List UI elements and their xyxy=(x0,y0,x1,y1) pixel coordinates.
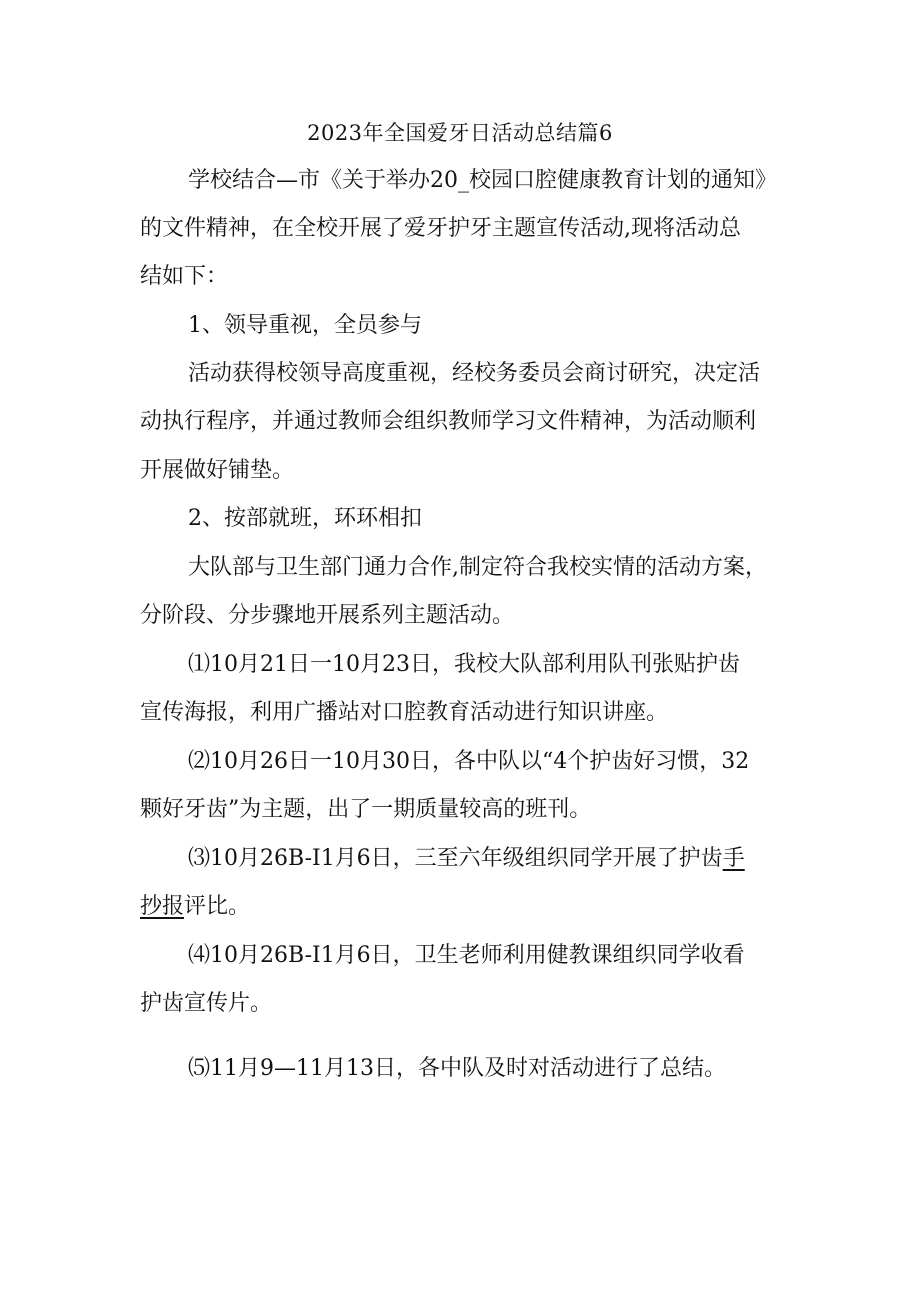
underlined-text: 手 xyxy=(722,846,745,871)
paragraph-line: 动执行程序，并通过教师会组织教师学习文件精神，为活动顺利 xyxy=(140,409,757,434)
paragraph-line: 结如下： xyxy=(140,264,229,289)
list-item-2: ⑵10月26日一10月30日，各中队以“4个护齿好习惯，32 xyxy=(188,749,750,774)
paragraph-line: 大队部与卫生部门通力合作,制定符合我校实情的活动方案， xyxy=(188,555,767,580)
list-item-3-text: ⑶10月26B-I1月6日，三至六年级组织同学开展了护齿 xyxy=(188,846,723,871)
list-item-3 xyxy=(188,844,745,874)
paragraph-line: 分阶段、分步骤地开展系列主题活动。 xyxy=(140,603,515,628)
list-item-3-cont-text: 评比。 xyxy=(184,894,251,919)
section-heading-1: 1、领导重视，全员参与 xyxy=(188,313,422,338)
paragraph-line: 的文件精神，在全校开展了爱牙护牙主题宣传活动,现将活动总 xyxy=(140,216,741,241)
list-item-2-cont: 颗好牙齿”为主题，出了一期质量较高的班刊。 xyxy=(140,797,592,822)
document-title: 2023年全国爱牙日活动总结篇6 xyxy=(307,121,613,145)
list-item-5: ⑸11月9—11月13日，各中队及时对活动进行了总结。 xyxy=(188,1056,726,1081)
paragraph-line: 活动获得校领导高度重视，经校务委员会商讨研究，决定活 xyxy=(188,361,761,386)
list-item-1-cont: 宣传海报，利用广播站对口腔教育活动进行知识讲座。 xyxy=(140,700,669,725)
list-item-3-cont xyxy=(140,892,250,922)
paragraph-line: 学校结合—市《关于举办20_校园口腔健康教育计划的通知》 xyxy=(188,168,777,193)
list-item-4-cont: 护齿宣传片。 xyxy=(140,991,273,1016)
section-heading-2: 2、按部就班，环环相扣 xyxy=(188,506,422,531)
list-item-1: ⑴10月21日一10月23日，我校大队部利用队刊张贴护齿 xyxy=(188,652,740,677)
list-item-4: ⑷10月26B-I1月6日，卫生老师利用健教课组织同学收看 xyxy=(188,943,745,968)
underlined-text: 抄报 xyxy=(140,894,185,919)
paragraph-line: 开展做好铺垫。 xyxy=(140,458,295,483)
